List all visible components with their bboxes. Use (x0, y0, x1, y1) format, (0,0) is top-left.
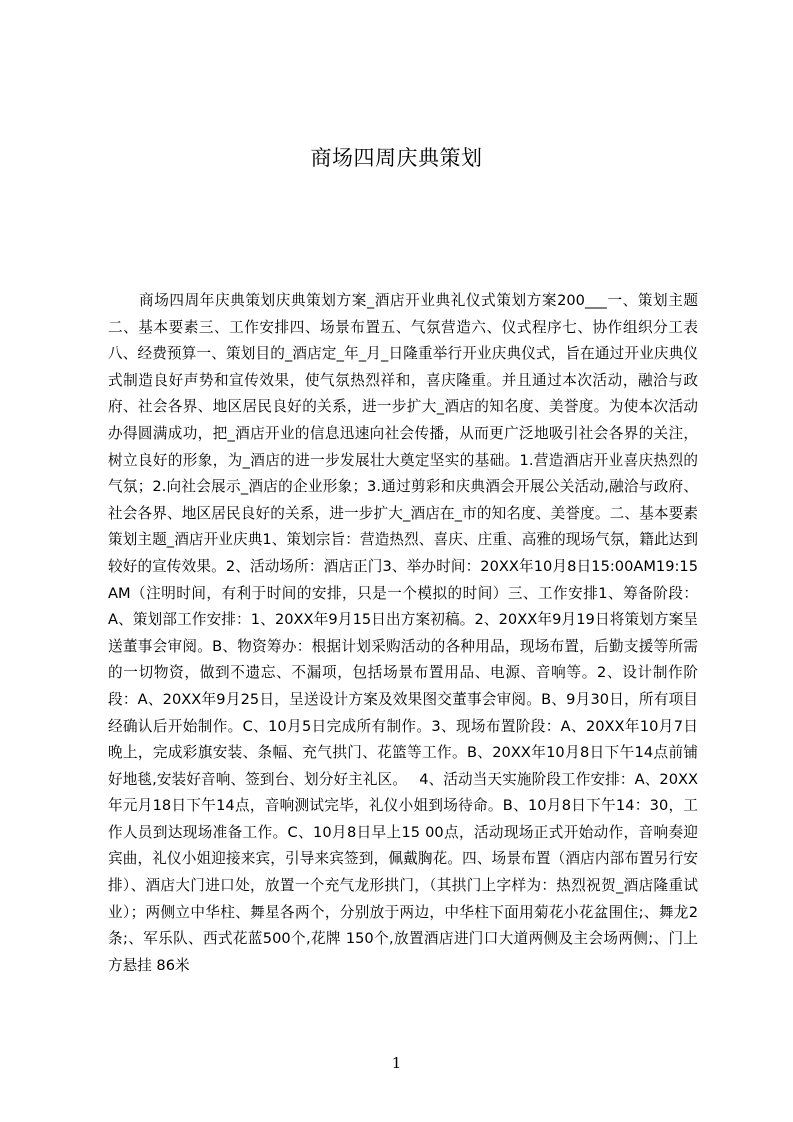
page-number: 1 (391, 1054, 402, 1072)
document-body-paragraph: 商场四周年庆典策划庆典策划方案_酒店开业典礼仪式策划方案200___一、策划主题二、基本要素三、工作安排四、场景布置五、气氛营造六、仪式程序七、协作组织分工表八、经费预算一、策划目的_酒店定_年_月_日隆重举行开业庆典仪式，旨在通过开业庆典仪式制造良好声势和宣传效果，使气氛热烈祥和，喜庆隆重。并且通过本次活动，融洽与政府、社会各界、地区居民良好的关系，进一步扩大_酒店的知名度、美誉度。为使本次活动办得圆满成功，把_酒店开业的信息迅速向社会传播，从而更广泛地吸引社会各界的关注，树立良好的形象，为_酒店的进一步发展壮大奠定坚实的基础。1.营造酒店开业喜庆热烈的气氛；2.向社会展示_酒店的企业形象；3.通过剪彩和庆典酒会开展公关活动,融洽与政府、社会各界、地区居民良好的关系，进一步扩大_酒店在_市的知名度、美誉度。二、基本要素策划主题_酒店开业庆典1、策划宗旨：营造热烈、喜庆、庄重、高雅的现场气氛，籍此达到较好的宣传效果。2、活动场所：酒店正门3、举办时间：20XX年10月8日15:00AM19:15AM（注明时间，有利于时间的安排，只是一个模拟的时间）三、工作安排1、筹备阶段： A、策划部工作安排：1、20XX年9月15日出方案初稿。2、20XX年9月19日将策划方案呈送董事会审阅。B、物资筹办：根据计划采购活动的各种用品，现场布置，后勤支援等所需的一切物资，做到不遗忘、不漏项，包括场景布置用品、电源、音响等。2、设计制作阶段：A、20XX年9月25日，呈送设计方案及效果图交董事会审阅。B、9月30日，所有项目经确认后开始制作。C、10月5日完成所有制作。3、现场布置阶段：A、20XX年10月7日晚上，完成彩旗安装、条幅、充气拱门、花篮等工作。B、20XX年10月8日下午14点前铺好地毯,安装好音响、签到台、划分好主礼区。 4、活动当天实施阶段工作安排：A、20XX年元月18日下午14点，音响测试完毕，礼仪小姐到场待命。B、10月8日下午14：30，工作人员到达现场准备工作。C、10月8日早上15 00点，活动现场正式开始动作，音响奏迎宾曲，礼仪小姐迎接来宾，引导来宾签到，佩戴胸花。四、场景布置（酒店内部布置另行安排）、酒店大门进口处，放置一个充气龙形拱门，（其拱门上字样为：热烈祝贺_酒店隆重试业）；两侧立中华柱、舞星各两个，分别放于两边，中华柱下面用菊花小花盆围住;、舞龙2条;、军乐队、西式花蓝500个,花牌 150个,放置酒店进门口大道两侧及主会场两侧;、门上方悬挂 86米 (108, 292, 698, 974)
document-title: 商场四周庆典策划 (310, 146, 483, 170)
